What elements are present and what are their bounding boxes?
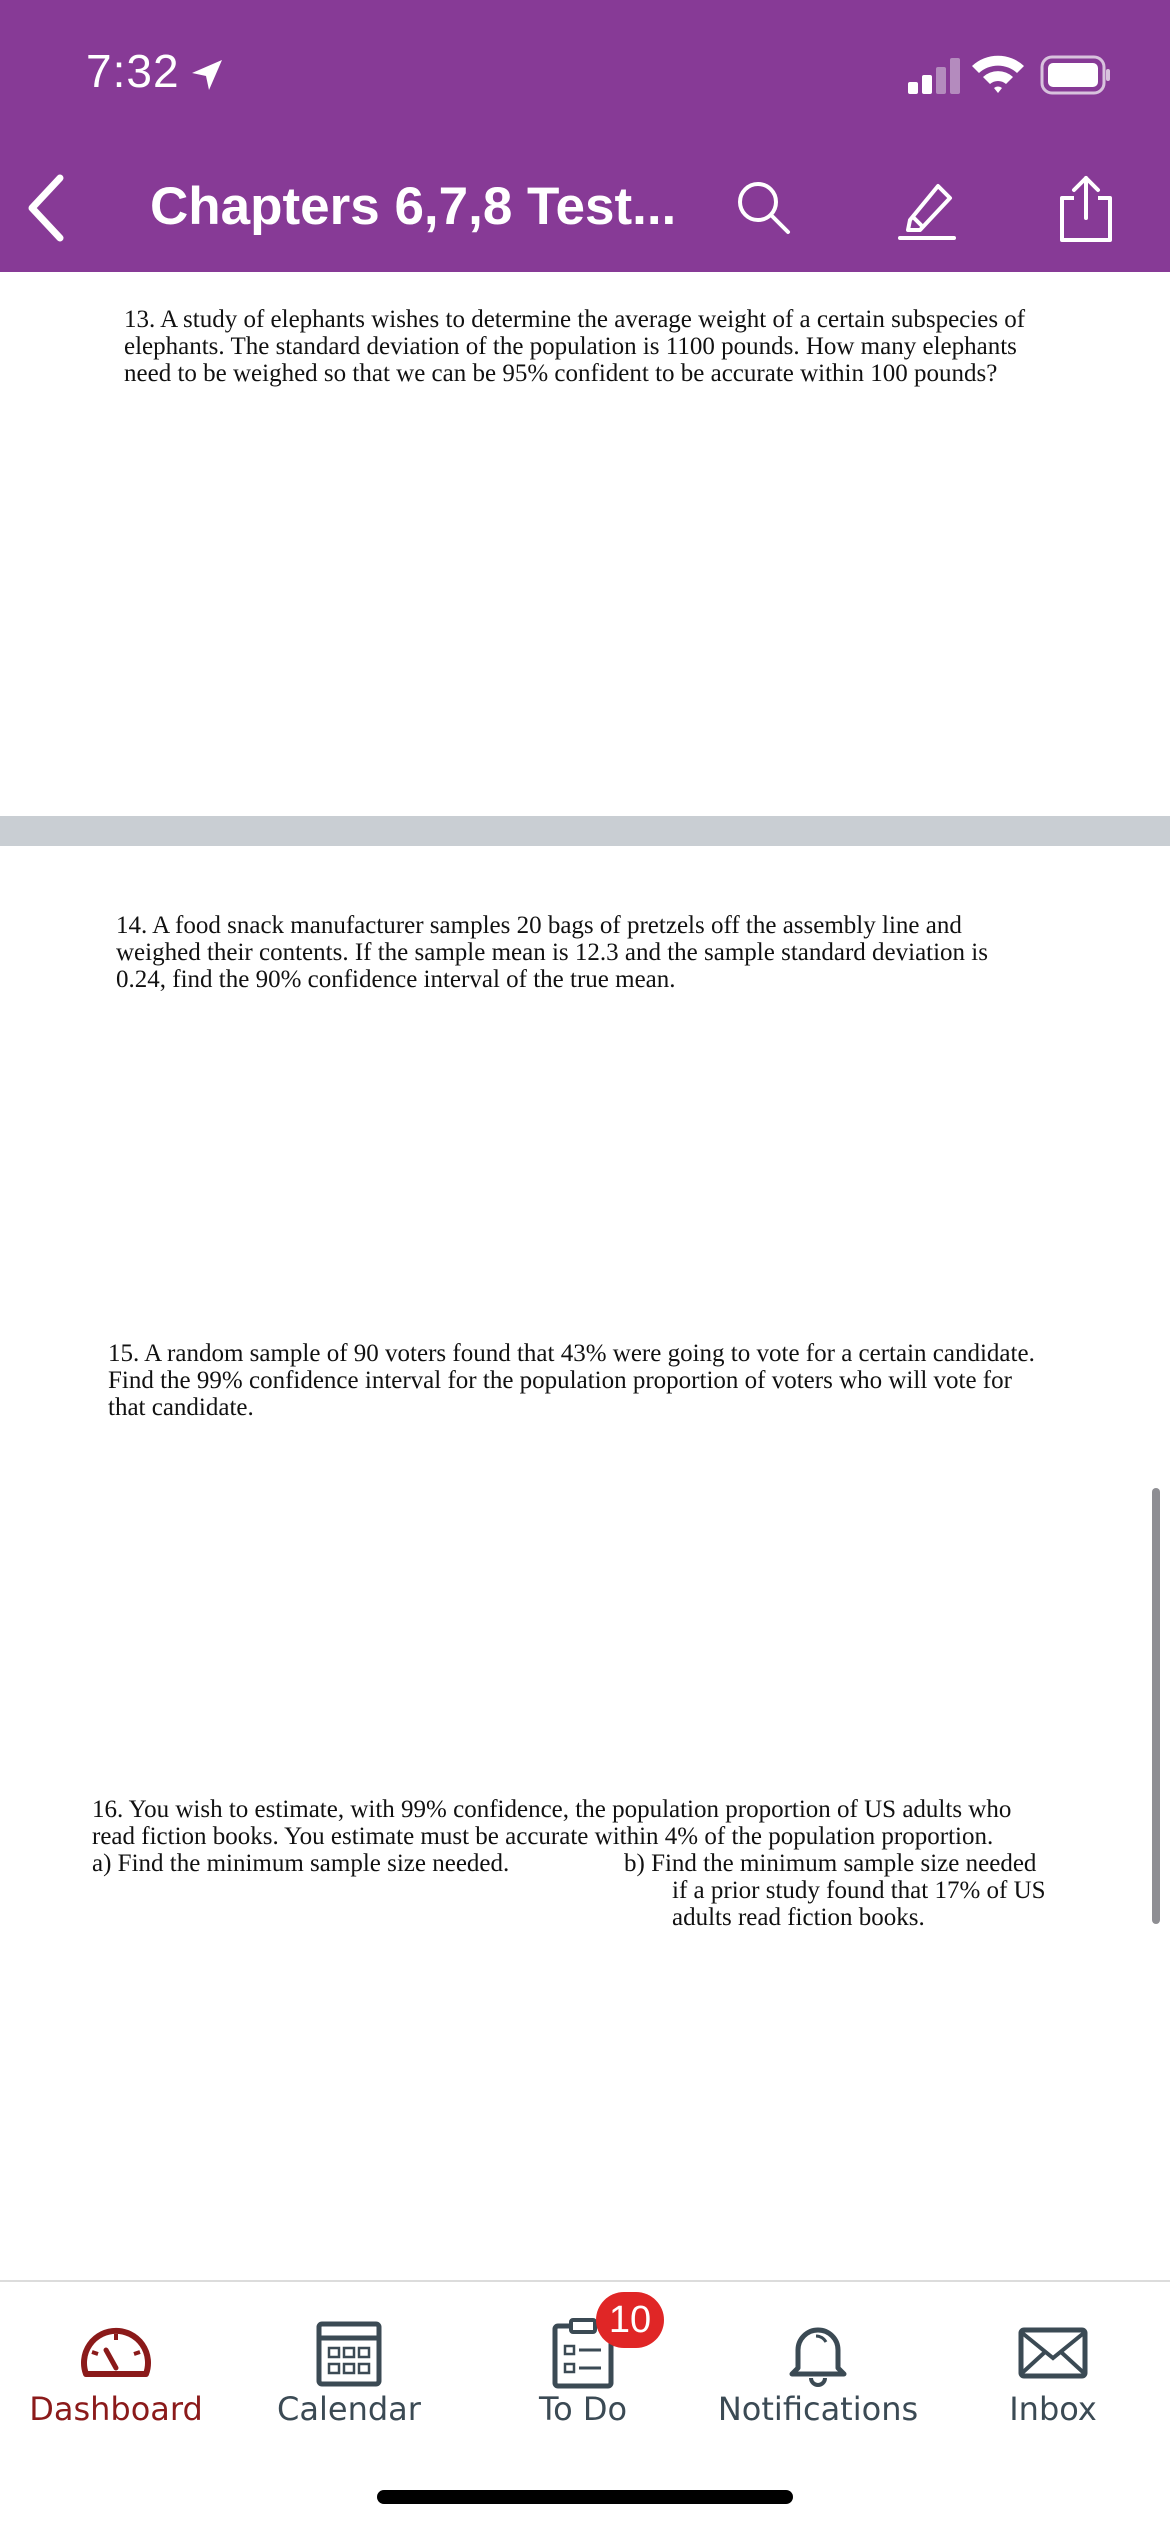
dashboard-gauge-icon bbox=[76, 2312, 156, 2392]
tab-todo[interactable] bbox=[466, 2282, 700, 2462]
bell-icon bbox=[778, 2312, 858, 2392]
todo-count-badge: 10 bbox=[596, 2292, 664, 2348]
back-chevron-icon[interactable] bbox=[14, 168, 84, 248]
document-scrollbar[interactable] bbox=[1152, 1488, 1160, 1924]
status-time: 7:32 bbox=[86, 45, 180, 97]
app-header bbox=[0, 0, 1170, 272]
tab-label: Dashboard bbox=[29, 2390, 203, 2428]
question-13 bbox=[124, 306, 1025, 387]
question-16-part-b-line: adults read fiction books. bbox=[672, 1904, 925, 1931]
document-title: Chapters 6,7,8 Test... bbox=[150, 177, 677, 236]
question-15 bbox=[108, 1340, 1035, 1421]
wifi-icon bbox=[970, 52, 1026, 96]
annotate-pen-icon[interactable] bbox=[890, 170, 966, 246]
question-text-line: Find the 99% confidence interval for the population proportion of voters who will vote for bbox=[108, 1367, 1012, 1394]
home-indicator[interactable] bbox=[377, 2490, 793, 2504]
question-text-line: 14. A food snack manufacturer samples 20 bags of pretzels off the assembly line and bbox=[116, 912, 962, 939]
question-text-line: 16. You wish to estimate, with 99% confidence, the population proportion of US adults who bbox=[92, 1796, 1012, 1823]
question-16-part-b-line: if a prior study found that 17% of US bbox=[672, 1877, 1046, 1904]
battery-icon bbox=[1040, 54, 1112, 96]
question-text-line: need to be weighed so that we can be 95% confident to be accurate within 100 pounds? bbox=[124, 360, 998, 387]
question-text-line: 13. A study of elephants wishes to determine the average weight of a certain subspecies of bbox=[124, 306, 1026, 333]
tab-notifications[interactable] bbox=[700, 2282, 936, 2462]
document-page-2 bbox=[0, 846, 1170, 2280]
tab-label: Calendar bbox=[277, 2390, 421, 2428]
question-text-line: weighed their contents. If the sample mean is 12.3 and the sample standard deviation is bbox=[116, 939, 988, 966]
question-text-line: that candidate. bbox=[108, 1394, 254, 1421]
question-text-line: 0.24, find the 90% confidence interval of the true mean. bbox=[116, 966, 676, 993]
tab-calendar[interactable] bbox=[232, 2282, 466, 2462]
question-16-parts-row bbox=[92, 1850, 1046, 1877]
page-divider bbox=[0, 816, 1170, 846]
share-icon[interactable] bbox=[1048, 170, 1124, 246]
question-16-part-a: a) Find the minimum sample size needed. bbox=[92, 1850, 510, 1877]
question-16-part-b: b) Find the minimum sample size needed bbox=[624, 1850, 1037, 1877]
question-16 bbox=[92, 1796, 1046, 1931]
tab-label: Inbox bbox=[1009, 2390, 1097, 2428]
tab-dashboard[interactable] bbox=[0, 2282, 232, 2462]
question-text-line: read fiction books. You estimate must be accurate within 4% of the population proportion. bbox=[92, 1823, 994, 1850]
question-text-line: elephants. The standard deviation of the population is 1100 pounds. How many elephants bbox=[124, 333, 1017, 360]
search-icon[interactable] bbox=[726, 170, 802, 246]
calendar-icon bbox=[309, 2312, 389, 2392]
tab-label: To Do bbox=[538, 2390, 628, 2428]
tab-label: Notifications bbox=[717, 2390, 919, 2428]
location-arrow-icon bbox=[188, 56, 226, 94]
question-text-line: 15. A random sample of 90 voters found that 43% were going to vote for a certain candidate. bbox=[108, 1340, 1035, 1367]
question-14 bbox=[116, 912, 988, 993]
mail-icon bbox=[1013, 2312, 1093, 2392]
tab-inbox[interactable] bbox=[936, 2282, 1170, 2462]
